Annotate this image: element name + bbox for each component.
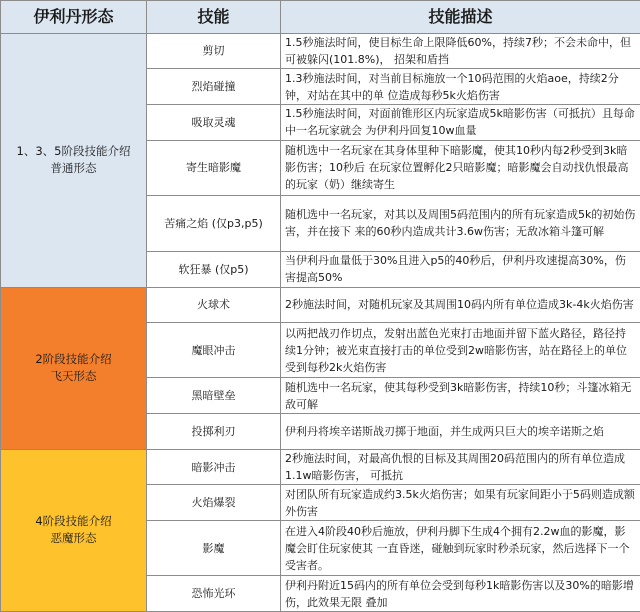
skill-description: 1.3秒施法时间，对当前目标施放一个10码范围的火焰aoe，持续2分钟，对站在其中的单 位造成每秒5k火焰伤害 [281, 69, 640, 105]
stage-2-form-cell [1, 287, 147, 449]
skill-name: 魔眼冲击 [147, 323, 281, 378]
header-description: 技能描述 [281, 1, 640, 34]
skill-name: 苦痛之焰 (仅p3,p5) [147, 195, 281, 251]
skill-name: 黑暗壁垒 [147, 378, 281, 414]
table-row [1, 449, 640, 485]
skill-name: 投掷利刃 [147, 414, 281, 450]
skill-description: 1.5秒施法时间，对面前锥形区内玩家造成5k暗影伤害（可抵抗）且每命中一名玩家就会 为伊利丹回复10w血量 [281, 105, 640, 141]
header-form: 伊利丹形态 [1, 1, 147, 34]
stage-4-form-cell [1, 449, 147, 611]
skill-name: 剪切 [147, 33, 281, 69]
skill-name: 恐怖光环 [147, 576, 281, 612]
table-row [1, 33, 640, 69]
skill-description: 伊利丹将埃辛诺斯战刃掷于地面，并生成两只巨大的埃辛诺斯之焰 [281, 414, 640, 450]
skill-name: 软狂暴 (仅p5) [147, 251, 281, 287]
header-skill: 技能 [147, 1, 281, 34]
form-subtitle: 普通形态 [50, 161, 97, 176]
skill-description: 伊利丹附近15码内的所有单位会受到每秒1k暗影伤害以及30%的暗影增伤，此效果无限 叠加 [281, 576, 640, 612]
form-title: 1、3、5阶段技能介绍 [16, 144, 131, 159]
skill-description: 对团队所有玩家造成约3.5k火焰伤害；如果有玩家间距小于5码则造成额外伤害 [281, 485, 640, 521]
form-subtitle: 恶魔形态 [50, 531, 97, 546]
skill-description: 在进入4阶段40秒后施放，伊利丹脚下生成4个拥有2.2w血的影魔，影魔会盯住玩家使其 一直昏迷，碰触到玩家时秒杀玩家，然后选择下一个受害者。 [281, 521, 640, 576]
form-subtitle: 飞天形态 [50, 369, 97, 384]
skill-name: 影魔 [147, 521, 281, 576]
skill-description: 2秒施法时间，对随机玩家及其周围10码内所有单位造成3k-4k火焰伤害 [281, 287, 640, 323]
form-title: 4阶段技能介绍 [35, 514, 112, 529]
skill-name: 火球术 [147, 287, 281, 323]
form-title: 2阶段技能介绍 [35, 352, 112, 367]
skill-description: 以两把战刃作切点，发射出蓝色光束打击地面并留下蓝火路径，路径持续1分钟；被光束直接打击的单位受到2w暗影伤害，站在路径上的单位受到每秒2k火焰伤害 [281, 323, 640, 378]
skill-name: 火焰爆裂 [147, 485, 281, 521]
skill-description: 2秒施法时间，对最高仇恨的目标及其周围20码范围内的所有单位造成1.1w暗影伤害， 可抵抗 [281, 449, 640, 485]
skill-description: 随机选中一名玩家，使其每秒受到3k暗影伤害，持续10秒；斗篷冰箱无敌可解 [281, 378, 640, 414]
skill-description: 随机选中一名玩家，对其以及周围5码范围内的所有玩家造成5k的初始伤害，并在接下 来的60秒内造成共计3.6w伤害；无敌冰箱斗篷可解 [281, 195, 640, 251]
header-row [1, 1, 640, 34]
skill-description: 随机选中一名玩家在其身体里种下暗影魔，使其10秒内每2秒受到3k暗影伤害；10秒后 在玩家位置孵化2只暗影魔；暗影魔会自动找仇恨最高的玩家（奶）继续寄生 [281, 140, 640, 195]
stage-1-form-cell [1, 33, 147, 287]
skill-name: 暗影冲击 [147, 449, 281, 485]
skill-name: 吸取灵魂 [147, 105, 281, 141]
table-row [1, 287, 640, 323]
skill-name: 寄生暗影魔 [147, 140, 281, 195]
skill-description: 1.5秒施法时间，使目标生命上限降低60%，持续7秒；不会未命中，但可被躲闪(101.8%)， 招架和盾挡 [281, 33, 640, 69]
skill-description: 当伊利丹血量低于30%且进入p5的40秒后，伊利丹攻速提高30%，伤害提高50% [281, 251, 640, 287]
skill-name: 烈焰碰撞 [147, 69, 281, 105]
